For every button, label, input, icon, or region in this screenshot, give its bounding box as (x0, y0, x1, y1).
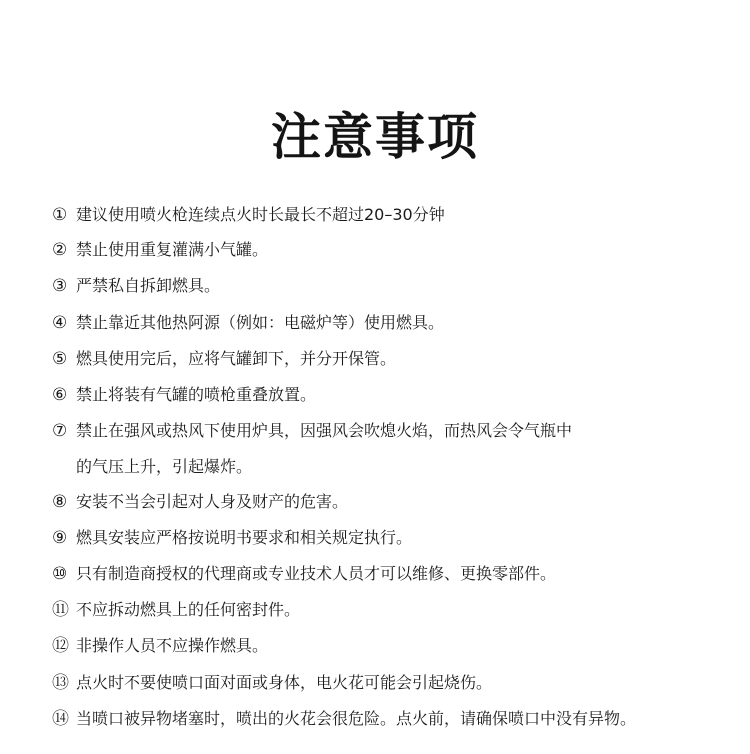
list-item-7-continuation: 的气压上升，引起爆炸。 (76, 457, 253, 476)
list-item-9 (52, 528, 742, 548)
item-text: 禁止将装有气罐的喷枪重叠放置。 (76, 385, 317, 404)
list-item-12 (52, 636, 742, 656)
item-text: 当喷口被异物堵塞时，喷出的火花会很危险。点火前，请确保喷口中没有异物。 (76, 709, 637, 728)
item-number: ⑦ (52, 421, 68, 441)
item-number: ③ (52, 276, 68, 296)
item-number: ⑬ (52, 673, 69, 693)
list-item-7 (52, 421, 742, 441)
list-item-14 (52, 709, 742, 729)
item-text: 非操作人员不应操作燃具。 (76, 636, 269, 655)
item-text: 严禁私自拆卸燃具。 (76, 276, 221, 295)
list-item-4 (52, 313, 742, 333)
item-text: 点火时不要使喷口面对面或身体，电火花可能会引起烧伤。 (76, 673, 493, 692)
item-text: 禁止使用重复灌满小气罐。 (76, 240, 269, 259)
item-number: ⑫ (52, 636, 69, 656)
item-number: ① (52, 205, 68, 225)
list-item-13 (52, 673, 742, 693)
item-text: 燃具安装应严格按说明书要求和相关规定执行。 (76, 528, 413, 547)
item-text: 禁止在强风或热风下使用炉具，因强风会吹熄火焰，而热风会令气瓶中 (76, 421, 573, 440)
list-item-11 (52, 600, 742, 620)
list-item-10 (52, 564, 742, 584)
item-text: 燃具使用完后，应将气罐卸下，并分开保管。 (76, 349, 397, 368)
item-text: 安装不当会引起对人身及财产的危害。 (76, 492, 349, 511)
item-number: ⑩ (52, 564, 68, 584)
list-item-3 (52, 276, 742, 296)
item-number: ⑭ (52, 709, 69, 729)
item-number: ⑪ (52, 600, 69, 620)
list-item-2 (52, 240, 742, 260)
list-item-6 (52, 385, 742, 405)
list-item-5 (52, 349, 742, 369)
item-number: ⑧ (52, 492, 68, 512)
item-number: ⑨ (52, 528, 68, 548)
item-number: ④ (52, 313, 68, 333)
item-text: 禁止靠近其他热阿源（例如：电磁炉等）使用燃具。 (76, 313, 445, 332)
item-text: 不应拆动燃具上的任何密封件。 (76, 600, 301, 619)
item-number: ⑥ (52, 385, 68, 405)
list-item-8 (52, 492, 742, 512)
list-item-1 (52, 205, 742, 225)
item-text: 建议使用喷火枪连续点火时长最长不超过20–30分钟 (76, 205, 445, 224)
item-number: ② (52, 240, 68, 260)
item-text: 只有制造商授权的代理商或专业技术人员才可以维修、更换零部件。 (76, 564, 557, 583)
item-number: ⑤ (52, 349, 68, 369)
page-title: 注意事项 (271, 108, 479, 166)
